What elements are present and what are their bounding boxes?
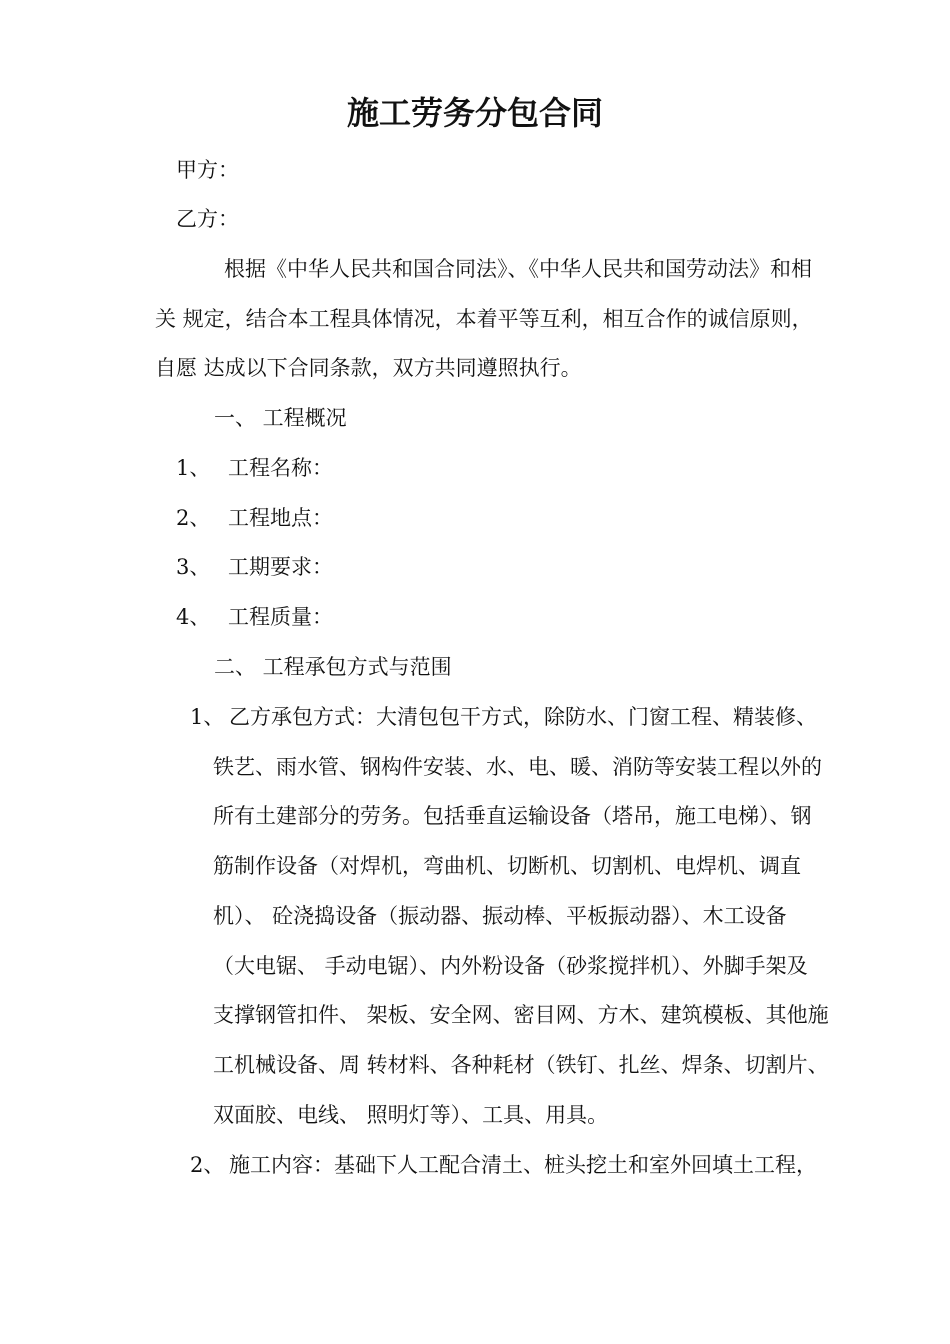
clause-line: 机）、 砼浇捣设备（振动器、振动棒、平板振动器）、木工设备 [213,904,787,928]
list-item [176,505,333,531]
item-text: 工程地点： [228,506,333,530]
clause-line: 所有土建部分的劳务。包括垂直运输设备（塔吊，施工电梯）、钢 [213,804,812,828]
item-number: 3、 [176,555,211,579]
section-heading: 二、 工程承包方式与范围 [214,655,452,679]
preamble-line: 根据《中华人民共和国合同法》、《中华人民共和国劳动法》和相 [224,257,812,281]
clause-number: 1、 [190,705,225,729]
clause-line: 施工内容：基础下人工配合清土、桩头挖土和室外回填土工程， [229,1153,817,1177]
section-heading: 一、 工程概况 [214,406,347,430]
item-number: 4、 [176,605,211,629]
item-text: 工期要求： [228,555,333,579]
clause-line: 乙方承包方式：大清包包干方式，除防水、门窗工程、精装修、 [229,705,817,729]
item-text: 工程质量： [228,605,333,629]
item-text: 工程名称： [228,456,333,480]
item-number: 1、 [176,456,211,480]
clause-line: 铁艺、雨水管、钢构件安装、水、电、暖、消防等安装工程以外的 [213,755,822,779]
clause-line: （大电锯、 手动电锯）、内外粉设备（砂浆搅拌机）、外脚手架及 [213,954,808,978]
document-title: 施工劳务分包合同 [346,94,603,132]
list-item [176,554,333,580]
clause-line: 筋制作设备（对焊机，弯曲机、切断机、切割机、电焊机、调直 [213,854,801,878]
party-a-label: 甲方： [176,158,239,182]
item-number: 2、 [176,506,211,530]
clause-line: 支撑钢管扣件、 架板、安全网、密目网、方木、建筑模板、其他施 [213,1003,829,1027]
preamble-line: 自愿 达成以下合同条款，双方共同遵照执行。 [155,356,582,380]
party-b-label: 乙方： [176,207,239,231]
list-item [176,604,333,630]
clause-line: 工机械设备、周 转材料、各种耗材（铁钉、扎丝、焊条、切割片、 [213,1053,829,1077]
clause-number: 2、 [190,1153,225,1177]
list-item [176,455,333,481]
clause-line: 双面胶、电线、 照明灯等）、工具、用具。 [213,1103,609,1127]
preamble-line: 关 规定，结合本工程具体情况，本着平等互利，相互合作的诚信原则， [155,307,813,331]
